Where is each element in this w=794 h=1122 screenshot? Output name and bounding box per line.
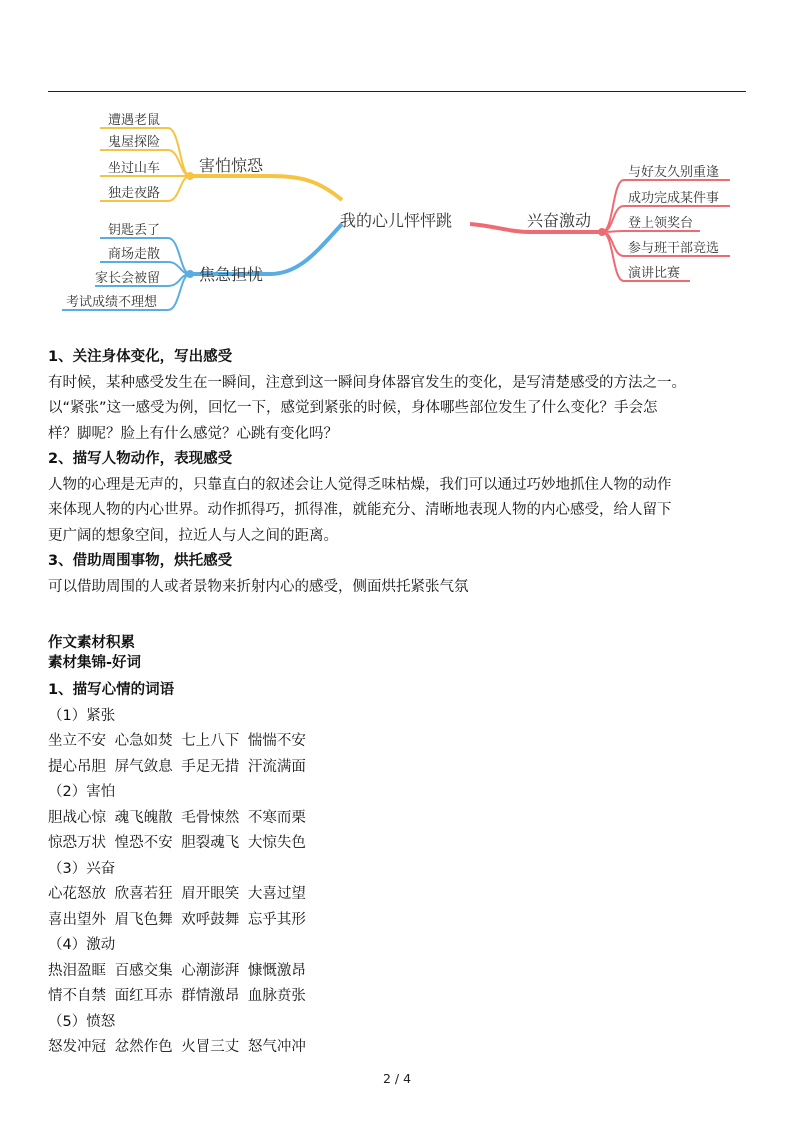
word-row: 心花怒放 欣喜若狂 眉开眼笑 大喜过望 — [48, 886, 306, 902]
group-label: （2）害怕 — [48, 784, 116, 800]
fear-item: 遭遇老鼠 — [108, 113, 161, 128]
paragraph-line: 样？脚呢？脸上有什么感觉？心跳有变化吗？ — [48, 425, 338, 442]
group-label: （4）激动 — [48, 937, 116, 953]
paragraph-line: 有时候，某种感受发生在一瞬间，注意到这一瞬间身体器官发生的变化，是写清楚感受的方法之一。 — [48, 374, 686, 391]
anxious-label: 焦急担忧 — [199, 265, 264, 284]
page-number: 2 / 4 — [382, 1071, 412, 1086]
word-row: 怒发冲冠 忿然作色 火冒三丈 怒气冲冲 — [48, 1039, 306, 1055]
group-label: （1）紧张 — [48, 707, 116, 724]
anxious-item: 家长会被留 — [95, 271, 161, 286]
anxious-item: 考试成绩不理想 — [66, 295, 158, 310]
mind-map — [0, 100, 794, 330]
paragraph-line: 更广阔的想象空间，拉近人与人之间的距离。 — [48, 527, 338, 544]
paragraph-line: 来体现人物的内心世界。动作抓得巧，抓得准，就能充分、清晰地表现人物的内心感受，给人留下 — [48, 502, 672, 518]
section-heading: 1、关注身体变化，写出感受 — [48, 349, 233, 365]
paragraph-line: 以“紧张”这一感受为例，回忆一下，感觉到紧张的时候，身体哪些部位发生了什么变化？手会怎 — [48, 400, 658, 416]
excited-item: 成功完成某件事 — [628, 191, 720, 206]
anxious-item: 商场走散 — [108, 247, 161, 262]
fear-item: 坐过山车 — [108, 161, 161, 176]
word-row: 胆战心惊 魂飞魄散 毛骨悚然 不寒而栗 — [48, 809, 306, 826]
anxious-node-dot — [186, 270, 194, 278]
excited-item: 参与班干部竞选 — [628, 241, 720, 256]
word-row: 情不自禁 面红耳赤 群情激昂 血脉贲张 — [48, 988, 306, 1004]
mindmap-center: 我的心儿怦怦跳 — [340, 211, 453, 230]
document-body — [48, 345, 748, 1061]
spacer — [48, 600, 748, 633]
group-label: （5）愤怒 — [48, 1013, 116, 1030]
fear-item: 鬼屋探险 — [108, 135, 161, 150]
word-row: 喜出望外 眉飞色舞 欢呼鼓舞 忘乎其形 — [48, 911, 306, 928]
word-row: 坐立不安 心急如焚 七上八下 惴惴不安 — [48, 733, 306, 749]
excited-node-dot — [598, 228, 606, 236]
material-title: 作文素材积累 — [48, 635, 135, 651]
fear-item: 独走夜路 — [108, 186, 161, 201]
fear-label: 害怕惊恐 — [199, 156, 264, 175]
fear-branch-line — [190, 176, 342, 200]
excited-item: 登上领奖台 — [628, 216, 694, 231]
group-label: （3）兴奋 — [48, 860, 116, 877]
material-subtitle: 素材集锦-好词 — [48, 655, 142, 671]
word-row: 提心吊胆 屏气敛息 手足无措 汗流满面 — [48, 758, 306, 775]
header-rule — [48, 91, 746, 92]
fear-node-dot — [186, 172, 194, 180]
word-row: 惊恐万状 惶恐不安 胆裂魂飞 大惊失色 — [48, 835, 306, 851]
word-row: 热泪盈眶 百感交集 心潮澎湃 慷慨激昂 — [48, 962, 306, 979]
paragraph-line: 可以借助周围的人或者景物来折射内心的感受，侧面烘托紧张气氛 — [48, 578, 469, 595]
excited-item: 与好友久别重逢 — [628, 165, 720, 180]
section-heading: 3、借助周围事物，烘托感受 — [48, 553, 233, 569]
anxious-item: 钥匙丢了 — [108, 223, 161, 238]
paragraph-line: 人物的心理是无声的，只靠直白的叙述会让人觉得乏味枯燥，我们可以通过巧妙地抓住人物的动作 — [48, 476, 672, 493]
material-heading: 1、描写心情的词语 — [48, 682, 175, 698]
excited-label: 兴奋激动 — [527, 211, 592, 230]
excited-item: 演讲比赛 — [628, 266, 681, 281]
section-heading: 2、描写人物动作，表现感受 — [48, 451, 233, 467]
